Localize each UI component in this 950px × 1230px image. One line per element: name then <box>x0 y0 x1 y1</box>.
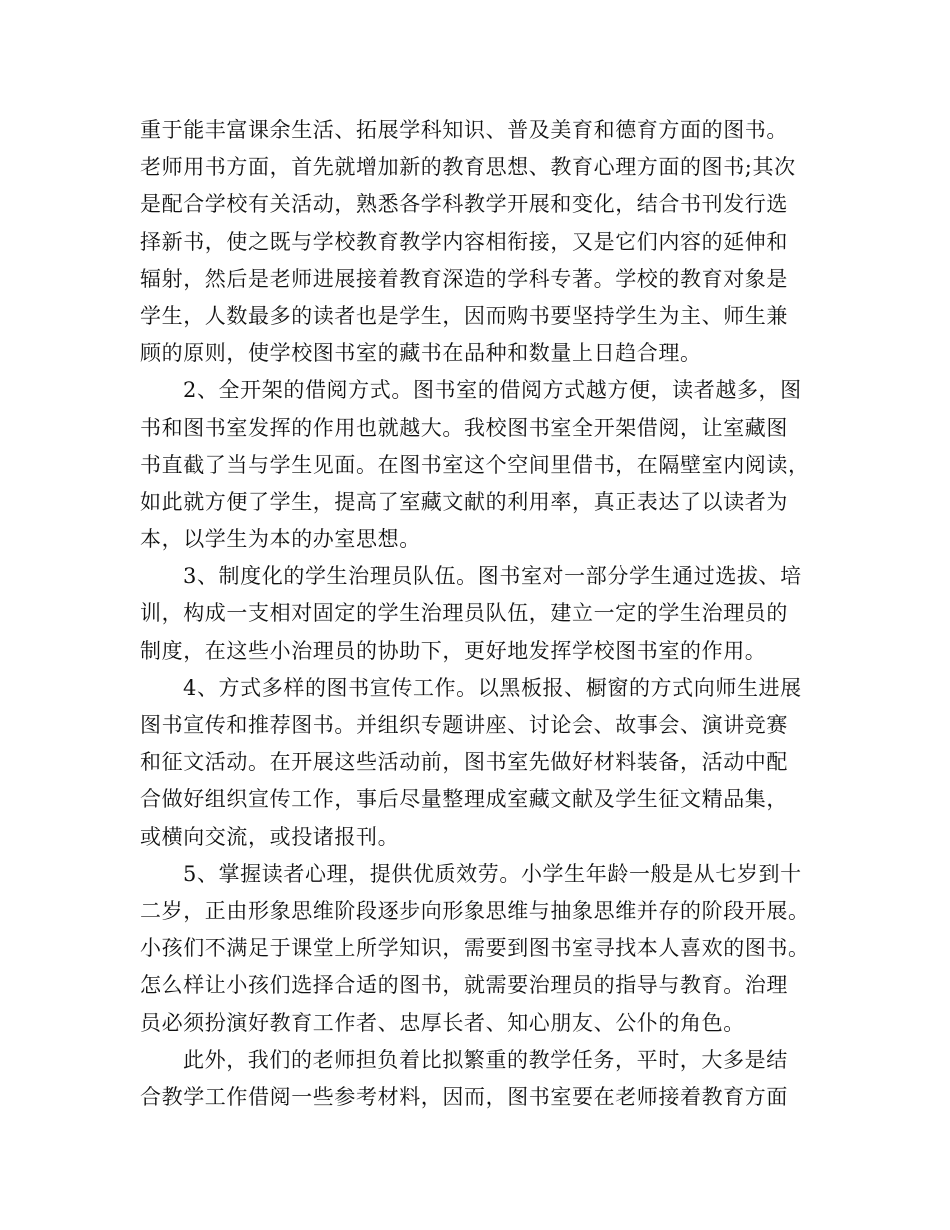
text-line: 如此就方便了学生，提高了室藏文献的利用率，真正表达了以读者为 <box>140 489 788 514</box>
text-line: 小孩们不满足于课堂上所学知识，需要到图书室寻找本人喜欢的图书。 <box>140 936 810 961</box>
text-line: 辐射，然后是老师进展接着教育深造的学科专著。学校的教育对象是 <box>140 266 788 291</box>
text-line: 是配合学校有关活动，熟悉各学科教学开展和变化，结合书刊发行选 <box>140 192 788 217</box>
text-line: 二岁，正由形象思维阶段逐步向形象思维与抽象思维并存的阶段开展。 <box>140 898 810 923</box>
text-line: 合做好组织宣传工作，事后尽量整理成室藏文献及学生征文精品集， <box>140 787 788 812</box>
text-line: 制度，在这些小治理员的协助下，更好地发挥学校图书室的作用。 <box>140 638 767 663</box>
text-line: 重于能丰富课余生活、拓展学科知识、普及美育和德育方面的图书。 <box>140 118 788 142</box>
paragraph-start-line: 4、方式多样的图书宣传工作。以黑板报、橱窗的方式向师生进展 <box>183 675 802 700</box>
text-line: 本，以学生为本的办室思想。 <box>140 527 421 552</box>
paragraph-start-line: 5、掌握读者心理，提供优质效劳。小学生年龄一般是从七岁到十 <box>183 861 802 886</box>
text-line: 或横向交流，或投诸报刊。 <box>140 824 400 849</box>
text-line: 员必须扮演好教育工作者、忠厚长者、知心朋友、公仆的角色。 <box>140 1010 745 1035</box>
text-line: 合教学工作借阅一些参考材料，因而，图书室要在老师接着教育方面 <box>140 1084 788 1109</box>
text-line: 训，构成一支相对固定的学生治理员队伍，建立一定的学生治理员的 <box>140 601 788 626</box>
text-line: 老师用书方面，首先就增加新的教育思想、教育心理方面的图书;其次 <box>140 155 796 180</box>
text-line: 书和图书室发挥的作用也就越大。我校图书室全开架借阅，让室藏图 <box>140 415 788 440</box>
text-line: 怎么样让小孩们选择合适的图书，就需要治理员的指导与教育。治理 <box>140 973 788 998</box>
document-body <box>140 112 816 1116</box>
text-line: 图书宣传和推荐图书。并组织专题讲座、讨论会、故事会、演讲竞赛 <box>140 713 788 737</box>
paragraph-start-line: 此外，我们的老师担负着比拟繁重的教学任务，平时，大多是结 <box>183 1047 788 1072</box>
text-line: 顾的原则，使学校图书室的藏书在品种和数量上日趋合理。 <box>140 341 702 366</box>
paragraph-start-line: 3、制度化的学生治理员队伍。图书室对一部分学生通过选拔、培 <box>183 564 802 589</box>
text-line: 学生，人数最多的读者也是学生，因而购书要坚持学生为主、师生兼 <box>140 303 788 328</box>
text-line: 和征文活动。在开展这些活动前，图书室先做好材料装备，活动中配 <box>140 750 788 775</box>
text-line: 择新书，使之既与学校教育教学内容相衔接，又是它们内容的延伸和 <box>140 229 788 254</box>
paragraph-start-line: 2、全开架的借阅方式。图书室的借阅方式越方便，读者越多，图 <box>183 378 802 403</box>
text-line: 书直截了当与学生见面。在图书室这个空间里借书，在隔壁室内阅读， <box>140 452 810 477</box>
